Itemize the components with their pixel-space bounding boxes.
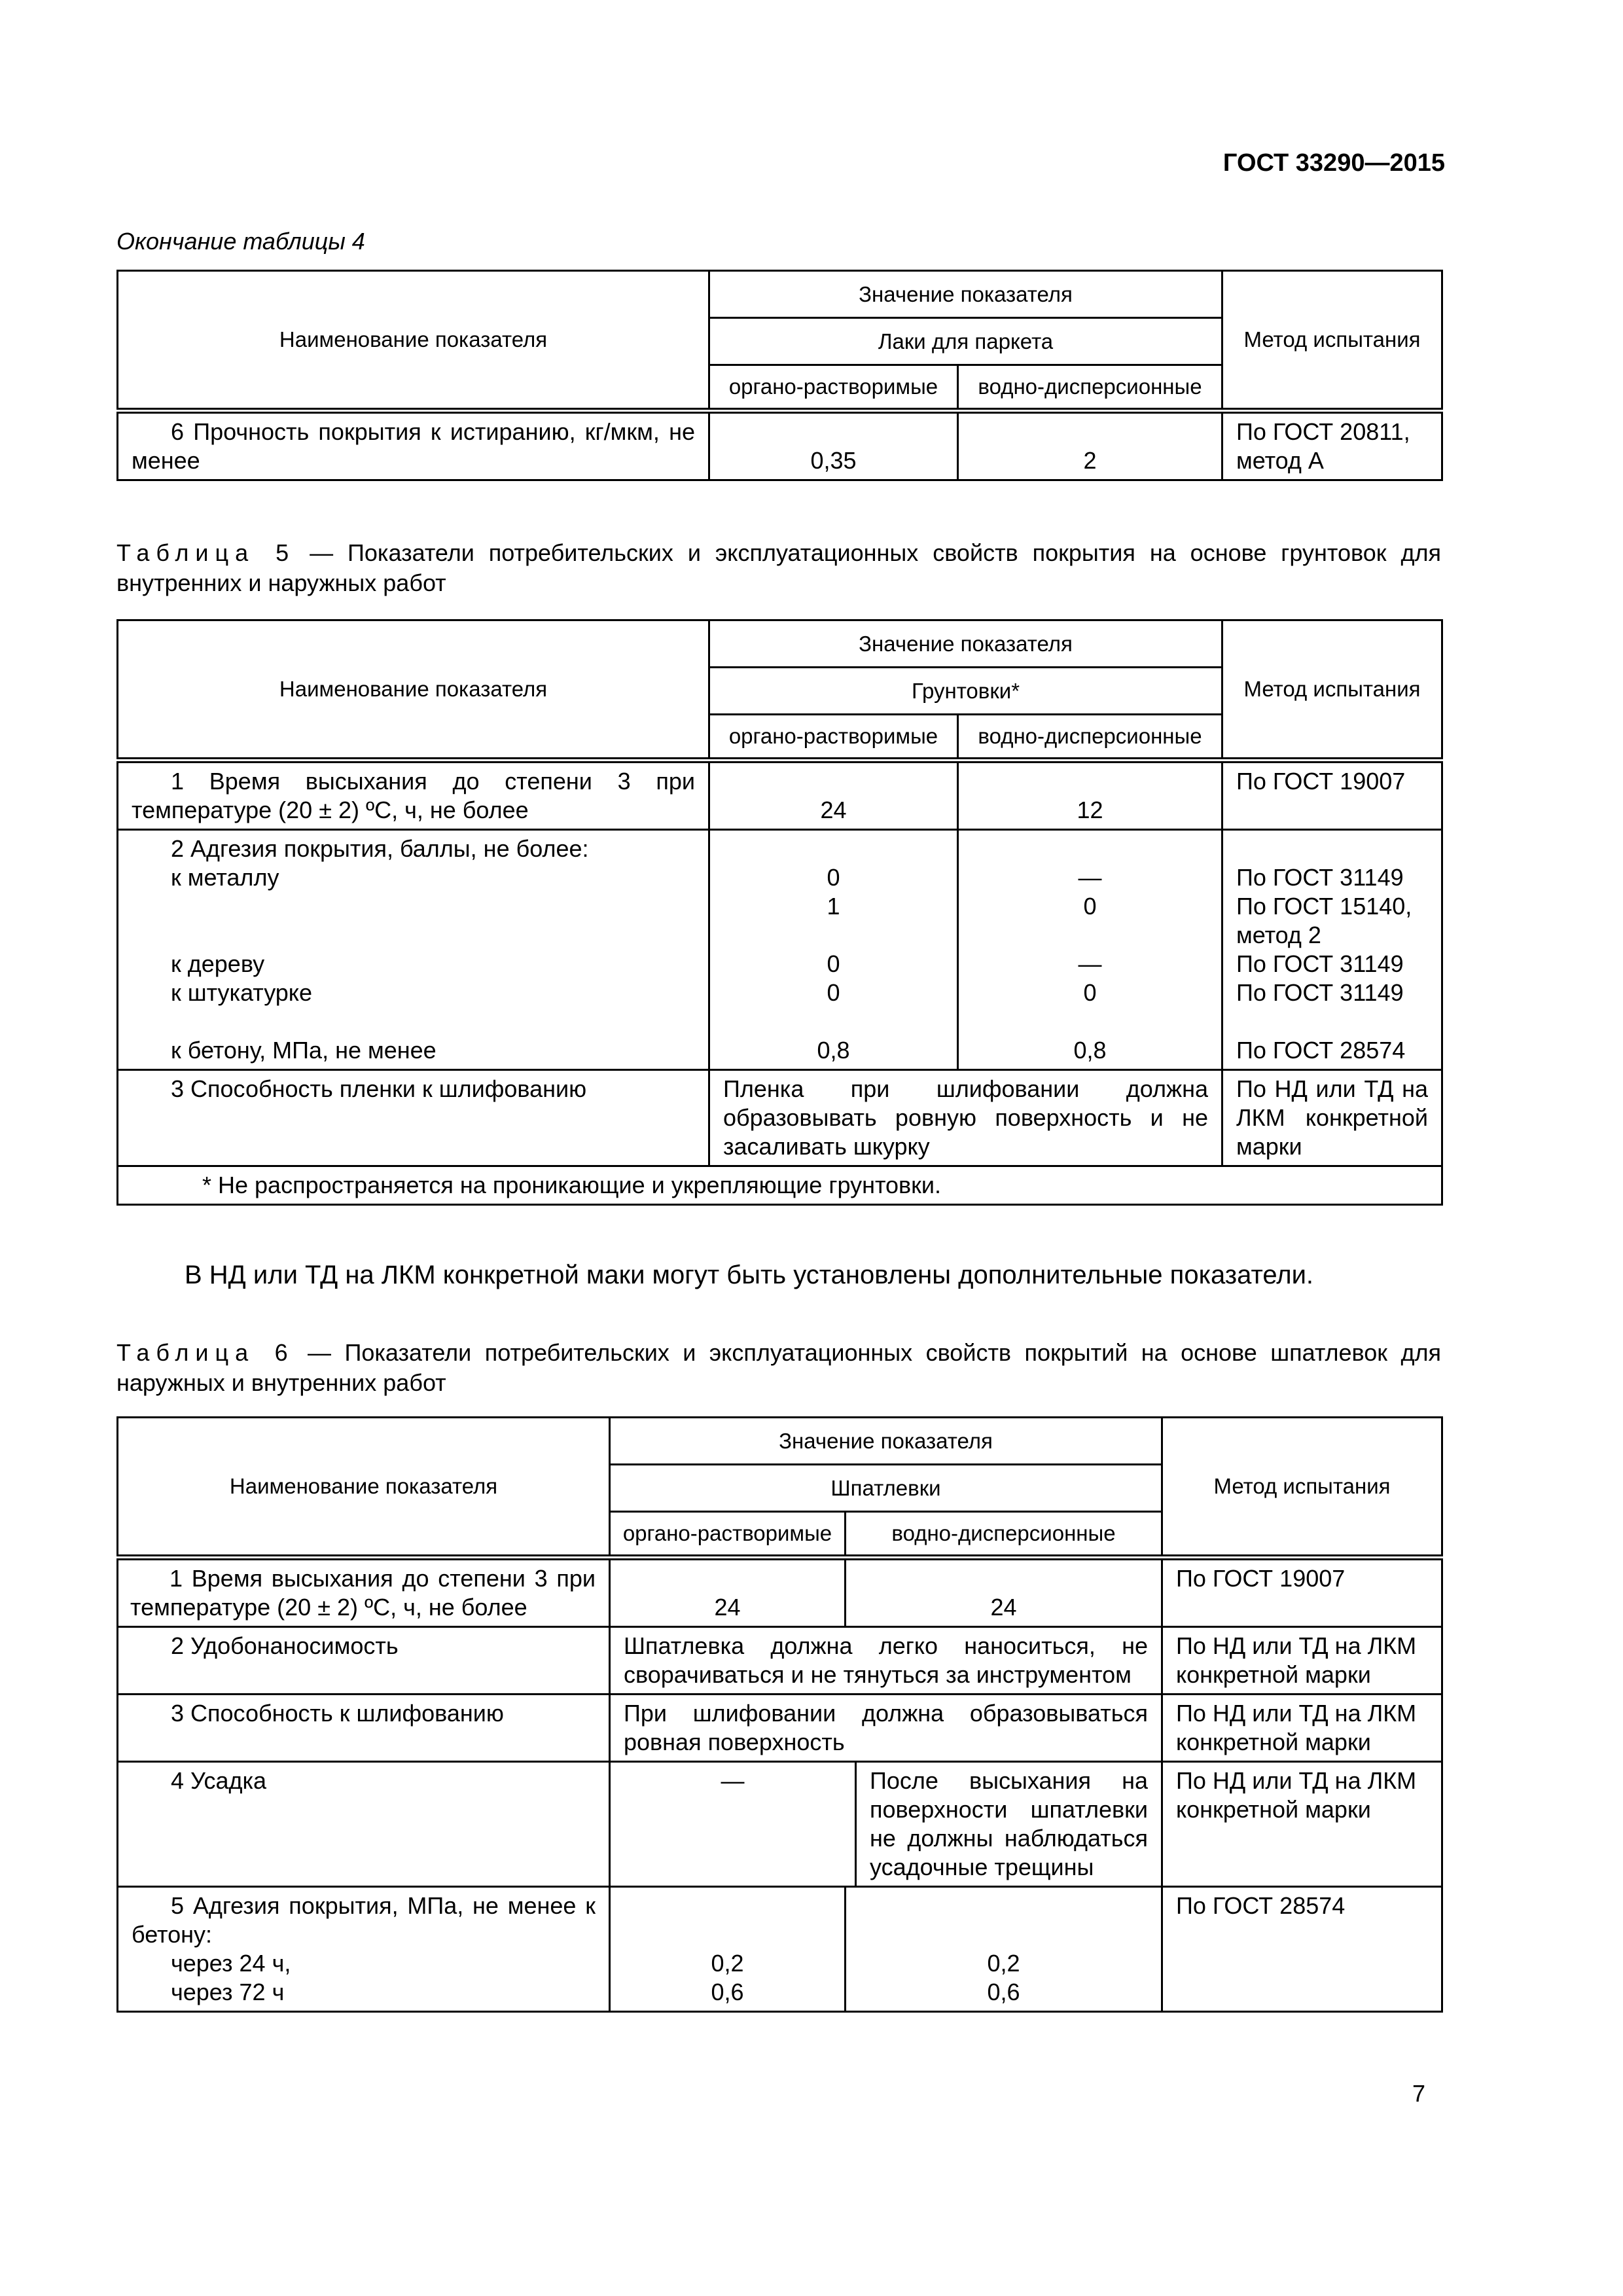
table5-caption-label: Таблица 5: [116, 539, 296, 566]
table-4: [116, 270, 1443, 481]
page-number: 7: [1412, 2080, 1425, 2107]
header-col2: водно-дисперсионные: [846, 1512, 1162, 1558]
row-name: 1 Время высыхания до степени 3 при температуре (20 ± 2) ºС, ч, не более: [132, 768, 695, 823]
sub-label: к дереву: [171, 950, 265, 977]
row-value-2: 24: [846, 1558, 1162, 1627]
header-col1: органо-растворимые: [709, 365, 958, 411]
row-method: По ГОСТ 19007: [1222, 761, 1442, 830]
sub-label: через 72 ч: [171, 1979, 285, 2005]
table6-caption-text: — Показатели потребительских и эксплуатационных свойств покрытий на основе шпатлевок для наружных и внутренних работ: [116, 1339, 1441, 1396]
table-5: [116, 619, 1443, 1206]
table4-continuation-label: Окончание таблицы 4: [116, 228, 365, 255]
sub-label: к бетону, МПа, не менее: [171, 1037, 437, 1064]
row-name: 5 Адгезия покрытия, МПа, не менее к бетону:: [132, 1892, 596, 1948]
table-footnote-row: [118, 1166, 1442, 1205]
cell-value: 0,6: [987, 1979, 1020, 2005]
row-value-1: —: [610, 1762, 856, 1887]
cell-value: 0: [1083, 979, 1097, 1006]
cell-method: По ГОСТ 31149: [1236, 864, 1404, 891]
row-name: 2 Удобонаносимость: [171, 1632, 399, 1659]
cell-value: 0,6: [711, 1979, 744, 2005]
header-group: Грунтовки*: [709, 668, 1222, 715]
row-value: Пленка при шлифовании должна образовывать ровную поверхность и не засаливать шкурку: [709, 1070, 1222, 1166]
table-6: [116, 1416, 1443, 2013]
header-name: Наименование показателя: [118, 620, 709, 761]
row-value-1: 24: [709, 761, 958, 830]
table-row: [118, 1762, 1442, 1887]
header-group: Лаки для паркета: [709, 318, 1222, 365]
row-method: По НД или ТД на ЛКМ конкретной марки: [1162, 1762, 1442, 1887]
row-method: По ГОСТ 28574: [1162, 1887, 1442, 2012]
cell-value: 0: [827, 979, 840, 1006]
body-paragraph: В НД или ТД на ЛКМ конкретной маки могут быть установлены дополнительные показатели.: [185, 1261, 1314, 1289]
table-row: [118, 1887, 1442, 2012]
cell-value: 0,2: [987, 1950, 1020, 1977]
header-col2: водно-дисперсионные: [958, 715, 1222, 761]
row-value-2: После высыхания на поверхности шпатлевки не должны наблюдаться усадочные трещины: [856, 1762, 1162, 1887]
row-value-1: 0,35: [709, 411, 958, 480]
header-method: Метод испытания: [1222, 620, 1442, 761]
cell-method: По ГОСТ 15140,: [1236, 893, 1412, 920]
row-method: По ГОСТ 19007: [1162, 1558, 1442, 1627]
row-value: Шпатлевка должна легко наноситься, не сворачиваться и не тянуться за инструментом: [610, 1627, 1162, 1695]
cell-value: 0,8: [817, 1037, 850, 1064]
table6-caption: [116, 1338, 1441, 1398]
header-method: Метод испытания: [1222, 271, 1442, 411]
cell-value: 0: [827, 950, 840, 977]
table-row: [118, 1627, 1442, 1695]
table-row: [118, 1070, 1442, 1166]
cell-value: 0: [827, 864, 840, 891]
header-group: Шпатлевки: [610, 1465, 1162, 1512]
table5-caption-text: — Показатели потребительских и эксплуатационных свойств покрытия на основе грунтовок для внутренних и наружных работ: [116, 539, 1441, 596]
table-row: [118, 411, 1442, 480]
row-method: По ГОСТ 20811, метод А: [1222, 411, 1442, 480]
row-name: 6 Прочность покрытия к истиранию, кг/мкм, не менее: [132, 418, 695, 474]
row-value: При шлифовании должна образовываться ровная поверхность: [610, 1695, 1162, 1762]
cell-method: метод 2: [1236, 922, 1321, 948]
header-col1: органо-растворимые: [709, 715, 958, 761]
cell-value: —: [1078, 950, 1102, 977]
row-name: 3 Способность пленки к шлифованию: [171, 1075, 587, 1102]
cell-value: 1: [827, 893, 840, 920]
cell-value: 0,8: [1073, 1037, 1107, 1064]
document-number: ГОСТ 33290—2015: [1222, 149, 1445, 177]
sub-label: к металлу: [171, 864, 279, 891]
row-name: 4 Усадка: [171, 1767, 267, 1794]
header-method: Метод испытания: [1162, 1418, 1442, 1558]
row-value-2: 12: [958, 761, 1222, 830]
header-name: Наименование показателя: [118, 1418, 610, 1558]
row-method: По НД или ТД на ЛКМ конкретной марки: [1162, 1627, 1442, 1695]
header-col1: органо-растворимые: [610, 1512, 846, 1558]
row-value-1: 24: [610, 1558, 846, 1627]
row-method: По НД или ТД на ЛКМ конкретной марки: [1222, 1070, 1442, 1166]
row-name: 2 Адгезия покрытия, баллы, не более:: [171, 835, 589, 862]
cell-value: 0,2: [711, 1950, 744, 1977]
row-value-2: 2: [958, 411, 1222, 480]
cell-value: —: [1078, 864, 1102, 891]
header-value: Значение показателя: [610, 1418, 1162, 1465]
footnote: * Не распространяется на проникающие и укрепляющие грунтовки.: [118, 1166, 1442, 1205]
row-method: По НД или ТД на ЛКМ конкретной марки: [1162, 1695, 1442, 1762]
header-name: Наименование показателя: [118, 271, 709, 411]
table6-caption-label: Таблица 6: [116, 1339, 294, 1366]
cell-method: По ГОСТ 31149: [1236, 950, 1404, 977]
table-row: [118, 1558, 1442, 1627]
sub-label: через 24 ч,: [171, 1950, 291, 1977]
sub-label: к штукатурке: [171, 979, 312, 1006]
table-row: [118, 761, 1442, 830]
cell-value: 0: [1083, 893, 1097, 920]
header-value: Значение показателя: [709, 620, 1222, 668]
cell-method: По ГОСТ 28574: [1236, 1037, 1406, 1064]
table-row: [118, 1695, 1442, 1762]
cell-method: По ГОСТ 31149: [1236, 979, 1404, 1006]
row-name: 3 Способность к шлифованию: [171, 1700, 504, 1727]
header-col2: водно-дисперсионные: [958, 365, 1222, 411]
row-name: 1 Время высыхания до степени 3 при температуре (20 ± 2) ºС, ч, не более: [130, 1565, 596, 1621]
table-row: [118, 830, 1442, 1070]
table5-caption: [116, 538, 1441, 598]
header-value: Значение показателя: [709, 271, 1222, 318]
